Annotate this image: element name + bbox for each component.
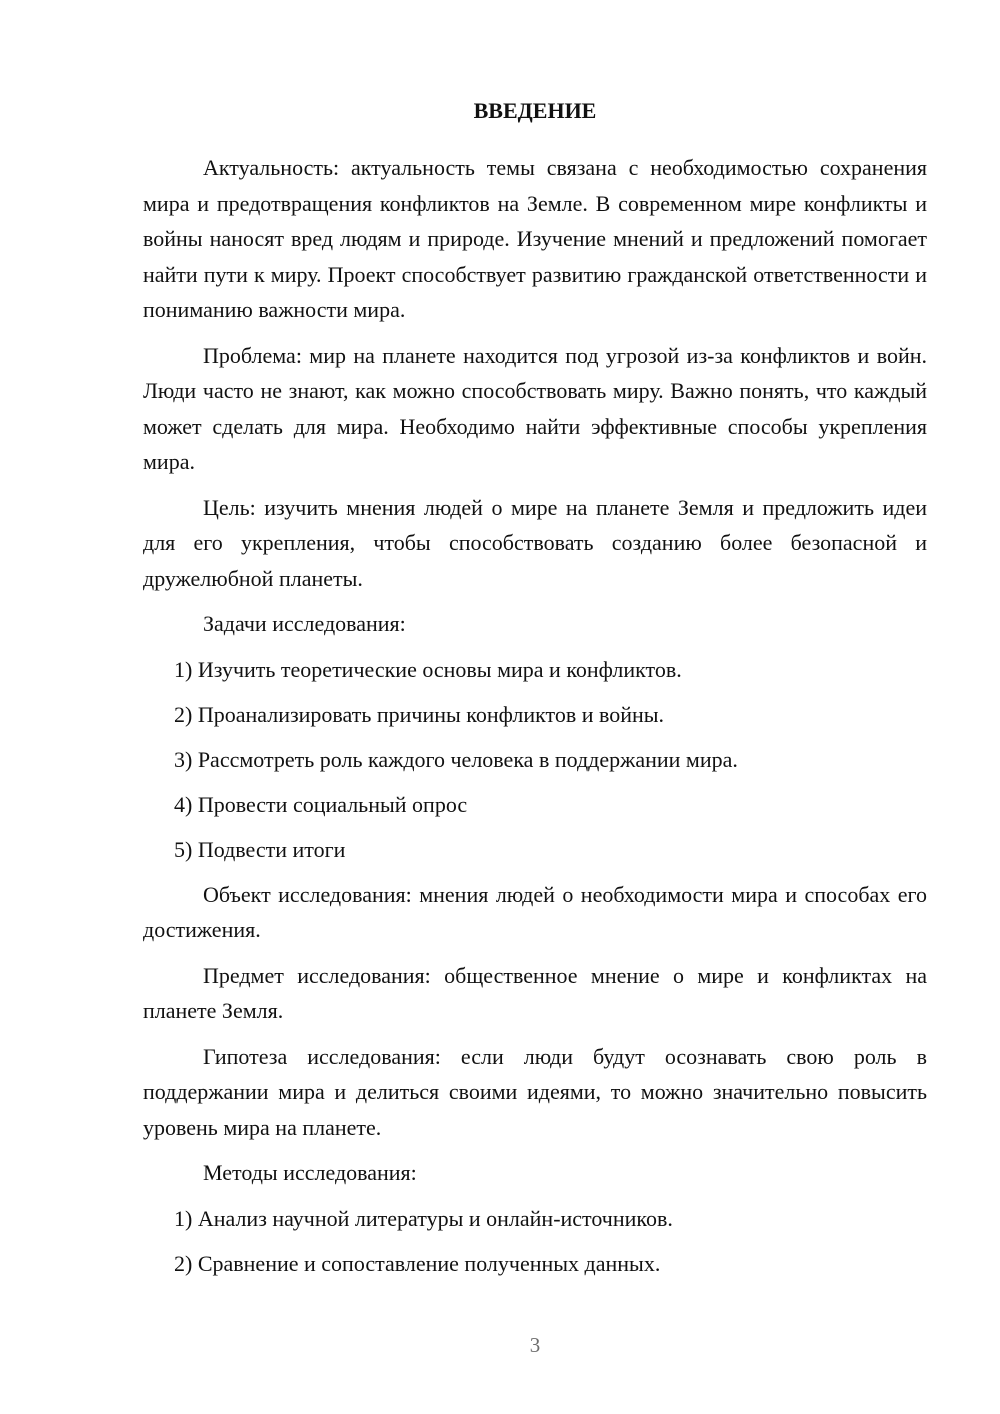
tasks-heading: Задачи исследования:	[203, 611, 406, 636]
object-paragraph: Объект исследования: мнения людей о необходимости мира и способах его достижения.	[143, 881, 927, 942]
page-title: ВВЕДЕНИЕ	[473, 98, 597, 123]
relevance-paragraph: Актуальность: актуальность темы связана с необходимостью сохранения мира и предотвращения конфликтов на Земле. В современном мире конфликты и войны наносят вред людям и природе. Изучение мнений и предложений помогает найти пути к миру. Проект способствует развитию гражданской ответственности и пониманию важности мира.	[143, 155, 927, 322]
task-item: 1) Изучить теоретические основы мира и конфликтов.	[174, 656, 682, 682]
method-item: 2) Сравнение и сопоставление полученных данных.	[174, 1250, 661, 1276]
task-item: 2) Проанализировать причины конфликтов и войны.	[174, 701, 665, 727]
methods-heading: Методы исследования:	[203, 1160, 417, 1185]
task-item: 3) Рассмотреть роль каждого человека в поддержании мира.	[174, 746, 738, 772]
subject-paragraph: Предмет исследования: общественное мнение о мире и конфликтах на планете Земля.	[143, 962, 927, 1023]
goal-paragraph: Цель: изучить мнения людей о мире на планете Земля и предложить идеи для его укрепления, чтобы способствовать созданию более безопасной и дружелюбной планеты.	[143, 494, 927, 591]
page-number: 3	[529, 1333, 541, 1357]
method-item: 1) Анализ научной литературы и онлайн-источников.	[174, 1205, 673, 1231]
task-item: 5) Подвести итоги	[174, 836, 346, 862]
page-content	[143, 94, 927, 1291]
problem-paragraph: Проблема: мир на планете находится под угрозой из-за конфликтов и войн. Люди часто не знают, как можно способствовать миру. Важно понять, что каждый может сделать для мира. Необходимо найти эффективные способы укрепления мира.	[143, 342, 927, 474]
task-item: 4) Провести социальный опрос	[174, 791, 468, 817]
hypothesis-paragraph: Гипотеза исследования: если люди будут осознавать свою роль в поддержании мира и делиться своими идеями, то можно значительно повысить уровень мира на планете.	[143, 1043, 927, 1140]
